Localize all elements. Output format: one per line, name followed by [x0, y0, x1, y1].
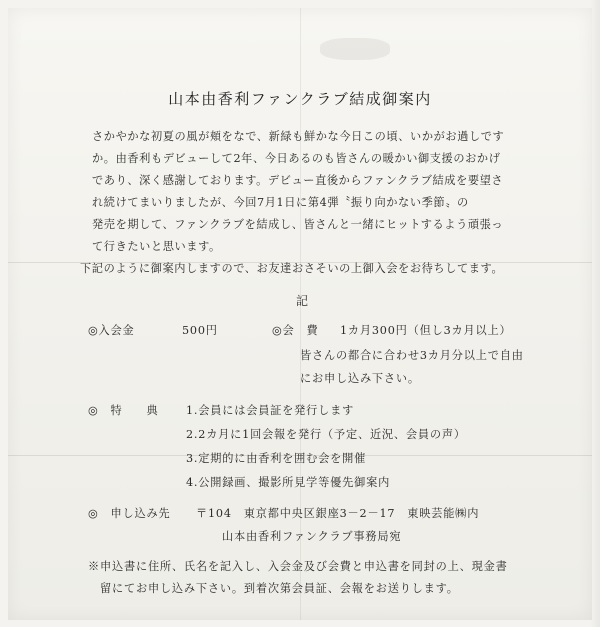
intro-line: であり、深く感謝しております。デビュー直後からファンクラブ結成を要望さ: [92, 174, 504, 187]
document-title: 山本由香利ファンクラブ結成御案内: [168, 90, 432, 108]
monthly-fee-label: ◎会 費: [272, 324, 319, 337]
entry-fee-value: 500円: [182, 324, 218, 337]
intro-line: 下記のように御案内しますので、お友達おさそいの上御入会をお待ちしてます。: [80, 262, 504, 275]
apply-label: ◎ 申し込み先: [88, 507, 171, 520]
benefit-item: 3.定期的に由香利を囲む会を開催: [186, 452, 367, 465]
benefit-item: 2.2カ月に1回会報を発行（予定、近況、会員の声）: [186, 428, 466, 441]
footnote-line: ※申込書に住所、氏名を記入し、入会金及び会費と申込書を同封の上、現金書: [88, 560, 508, 573]
benefit-item: 1.会員には会員証を発行します: [186, 404, 355, 417]
intro-line: れ続けてまいりましたが、今回7月1日に第4弾〝振り向かない季節〟の: [92, 196, 469, 209]
ki-heading: 記: [296, 294, 309, 308]
show-through-mark: [320, 38, 390, 60]
monthly-fee-note: 皆さんの都合に合わせ3カ月分以上で自由: [300, 349, 524, 362]
entry-fee-label: ◎入会金: [88, 324, 135, 337]
apply-address: 〒104 東京都中央区銀座3－2－17 東映芸能㈱内: [196, 507, 480, 520]
footnote-line: 留にてお申し込み下さい。到着次第会員証、会報をお送りします。: [100, 582, 459, 595]
intro-line: さかやかな初夏の風が頬をなで、新緑も鮮かな今日この頃、いかがお過しです: [92, 130, 505, 143]
apply-office: 山本由香利ファンクラブ事務局宛: [222, 530, 402, 543]
benefits-label: ◎ 特 典: [88, 404, 159, 417]
benefit-item: 4.公開録画、撮影所見学等優先御案内: [186, 476, 391, 489]
intro-line: 発売を期して、ファンクラブを結成し、皆さんと一緒にヒットするよう頑張っ: [92, 218, 504, 231]
monthly-fee-note: にお申し込み下さい。: [300, 372, 420, 385]
intro-line: か。由香利もデビューして2年、今日あるのも皆さんの暖かい御支援のおかげ: [92, 152, 501, 165]
intro-line: て行きたいと思います。: [92, 240, 221, 253]
monthly-fee-value: 1カ月300円（但し3カ月以上）: [340, 324, 512, 337]
